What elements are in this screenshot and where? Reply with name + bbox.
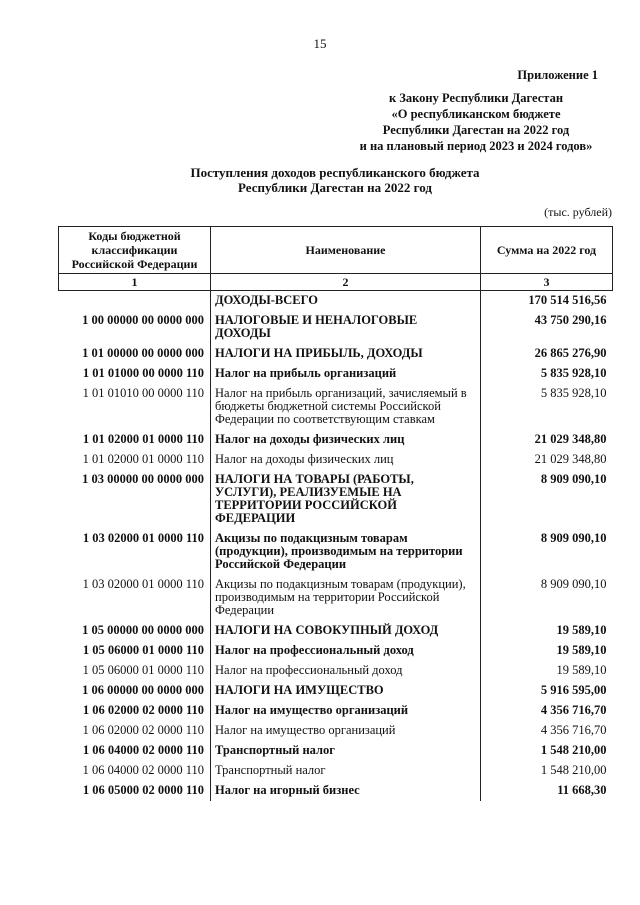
document-title [120,165,550,195]
code-cell: 1 06 05000 02 0000 110 [59,781,211,801]
table-row [59,364,613,384]
code-cell: 1 06 04000 02 0000 110 [59,761,211,781]
code-cell: 1 06 00000 00 0000 000 [59,681,211,701]
header-number-2: 2 [211,274,481,291]
sum-cell: 19 589,10 [481,661,613,681]
law-line: «О республиканском бюджете [391,107,561,121]
name-cell: Налог на прибыль организаций [215,366,397,380]
table-row [59,384,613,430]
code-cell: 1 00 00000 00 0000 000 [59,311,211,344]
table-row [59,681,613,701]
code-cell: 1 05 00000 00 0000 000 [59,621,211,641]
name-cell: ДОХОДЫ-ВСЕГО [215,293,318,307]
code-cell: 1 01 00000 00 0000 000 [59,344,211,364]
table-row [59,661,613,681]
sum-cell: 4 356 716,70 [481,721,613,741]
sum-cell: 11 668,30 [481,781,613,801]
table-row [59,741,613,761]
code-cell: 1 03 00000 00 0000 000 [59,470,211,529]
name-cell: НАЛОГОВЫЕ И НЕНАЛОГОВЫЕ ДОХОДЫ [215,313,418,340]
sum-cell: 21 029 348,80 [481,430,613,450]
units-label: (тыс. рублей) [544,205,612,219]
table-row [59,311,613,344]
name-cell: Транспортный налог [215,763,326,777]
code-cell: 1 05 06000 01 0000 110 [59,661,211,681]
name-cell: НАЛОГИ НА ПРИБЫЛЬ, ДОХОДЫ [215,346,423,360]
appendix-block [298,67,598,154]
sum-cell: 21 029 348,80 [481,450,613,470]
header-sum: Сумма на 2022 год [481,227,613,274]
table-row [59,701,613,721]
code-cell: 1 01 01010 00 0000 110 [59,384,211,430]
table-row [59,761,613,781]
sum-cell: 1 548 210,00 [481,741,613,761]
sum-cell: 4 356 716,70 [481,701,613,721]
name-cell: НАЛОГИ НА ИМУЩЕСТВО [215,683,384,697]
page-number: 15 [313,36,327,51]
sum-cell: 8 909 090,10 [481,575,613,621]
name-cell: Налог на имущество организаций [215,703,409,717]
name-cell: Налог на доходы физических лиц [215,432,405,446]
code-cell [59,291,211,312]
table-row [59,291,613,312]
code-cell: 1 05 06000 01 0000 110 [59,641,211,661]
sum-cell: 19 589,10 [481,641,613,661]
header-codes: Коды бюджетной классификации Российской Федерации [59,227,211,274]
name-cell: Налог на профессиональный доход [215,643,414,657]
title-line: Поступления доходов республиканского бюджета [190,165,480,180]
sum-cell: 5 835 928,10 [481,364,613,384]
code-cell: 1 03 02000 01 0000 110 [59,575,211,621]
appendix-law-reference [346,90,606,154]
code-cell: 1 03 02000 01 0000 110 [59,529,211,575]
table-row [59,641,613,661]
table-row [59,470,613,529]
table-row [59,575,613,621]
table-row [59,430,613,450]
table-row [59,529,613,575]
name-cell: Акцизы по подакцизным товарам (продукции), производимым на территории Российской Федерации [215,577,466,617]
sum-cell: 8 909 090,10 [481,529,613,575]
law-line: к Закону Республики Дагестан [388,91,564,105]
table-row [59,344,613,364]
code-cell: 1 06 02000 02 0000 110 [59,701,211,721]
name-cell: НАЛОГИ НА СОВОКУПНЫЙ ДОХОД [215,623,439,637]
table-row [59,781,613,801]
code-cell: 1 01 02000 01 0000 110 [59,450,211,470]
sum-cell: 5 916 595,00 [481,681,613,701]
law-line: и на плановый период 2023 и 2024 годов» [359,139,593,153]
code-cell: 1 06 04000 02 0000 110 [59,741,211,761]
sum-cell: 1 548 210,00 [481,761,613,781]
sum-cell: 5 835 928,10 [481,384,613,430]
name-cell: Налог на прибыль организаций, зачисляемый в бюджеты бюджетной системы Российской Федерации по соответствующим ставкам [215,386,467,426]
law-line: Республики Дагестан на 2022 год [382,123,570,137]
table-body [59,291,613,802]
table-row [59,721,613,741]
revenue-table [58,226,613,801]
name-cell: Акцизы по подакцизным товарам (продукции), производимым на территории Российской Федерации [215,531,463,571]
table-row [59,450,613,470]
name-cell: НАЛОГИ НА ТОВАРЫ (РАБОТЫ, УСЛУГИ), РЕАЛИЗУЕМЫЕ НА ТЕРРИТОРИИ РОССИЙСКОЙ ФЕДЕРАЦИИ [215,472,414,525]
code-cell: 1 01 01000 00 0000 110 [59,364,211,384]
sum-cell: 19 589,10 [481,621,613,641]
sum-cell: 8 909 090,10 [481,470,613,529]
table-row [59,621,613,641]
header-name: Наименование [211,227,481,274]
header-number-3: 3 [481,274,613,291]
name-cell: Налог на профессиональный доход [215,663,403,677]
title-line: Республики Дагестан на 2022 год [238,180,432,195]
name-cell: Налог на имущество организаций [215,723,396,737]
appendix-title: Приложение 1 [517,68,598,82]
code-cell: 1 01 02000 01 0000 110 [59,430,211,450]
name-cell: Налог на доходы физических лиц [215,452,394,466]
header-number-1: 1 [59,274,211,291]
code-cell: 1 06 02000 02 0000 110 [59,721,211,741]
sum-cell: 170 514 516,56 [481,291,613,312]
name-cell: Транспортный налог [215,743,335,757]
sum-cell: 26 865 276,90 [481,344,613,364]
sum-cell: 43 750 290,16 [481,311,613,344]
name-cell: Налог на игорный бизнес [215,783,360,797]
